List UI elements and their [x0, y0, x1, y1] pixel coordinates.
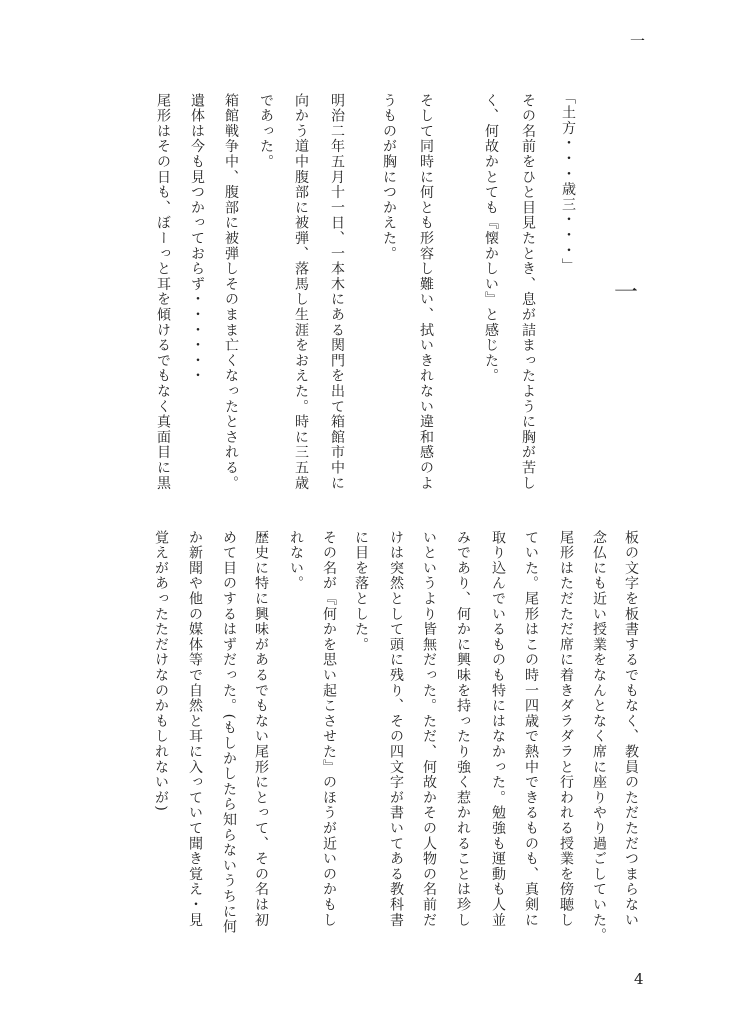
text-column: いというより皆無だった。ただ、何故かその人物の名前だ: [421, 530, 437, 928]
text-column: 遺体は今も見つかっておらず・・・・・・: [189, 93, 205, 384]
text-column: めて目のするはずだった。(もしかしたら知らないうちに何: [221, 530, 237, 935]
text-column: 明治二年五月十一日、一本木にある関門を出て箱館市中に: [329, 93, 345, 491]
text-column: 覚えがあったただけなのかもしれないが): [153, 530, 169, 813]
text-column: ていた。尾形はこの時一四歳で熱中できるものも、真剣に: [523, 530, 539, 928]
chapter-heading: 一: [614, 278, 638, 306]
running-head: 一: [630, 32, 646, 50]
text-column: であった。: [258, 93, 274, 170]
text-column: 「土方・・・歳三・・・」: [560, 90, 576, 274]
text-column: その名前をひと目見たとき、息が詰まったように胸が苦し: [520, 93, 536, 491]
text-column: に目を落とした。: [353, 530, 369, 653]
text-column: 板の文字を板書するでもなく、教員のただただつまらない: [623, 530, 639, 928]
text-column: みであり、何かに興味を持ったり強く惹かれることは珍し: [455, 530, 471, 928]
text-column: か新聞や他の媒体等で自然と耳に入っていて聞き覚え・見: [187, 530, 203, 928]
text-column: 念仏にも近い授業をなんとなく席に座りやり過ごしていた。: [591, 530, 607, 944]
text-column: れない。: [288, 530, 304, 592]
text-column: 箱館戦争中、腹部に被弾しそのまま亡くなったとされる。: [223, 93, 239, 491]
text-column: けは突然として頭に残り、その四文字が書いてある教科書: [388, 530, 404, 928]
text-column: その名が『何かを思い起こさせた』のほうが近いのかもし: [321, 530, 337, 928]
text-column: 取り込んでいるものも特にはなかった。勉強も運動も人並: [490, 530, 506, 928]
text-column: うものが胸につかえた。: [381, 93, 397, 262]
text-column: 尾形はその日も、ぼーっと耳を傾けるでもなく真面目に黒: [155, 93, 171, 491]
page-number: 4: [634, 970, 644, 988]
text-column: く、何故かとても『懐かしい』と感じた。: [483, 93, 499, 384]
text-column: 向かう道中腹部に被弾、落馬し生涯をおえた。時に三五歳: [293, 93, 309, 491]
text-column: 歴史に特に興味があるでもない尾形にとって、その名は初: [253, 530, 269, 928]
text-column: 尾形はただただ席に着きダラダラと行われる授業を傍聴し: [558, 530, 574, 928]
text-column: そして同時に何とも形容し難い、拭いきれない違和感のよ: [418, 93, 434, 491]
